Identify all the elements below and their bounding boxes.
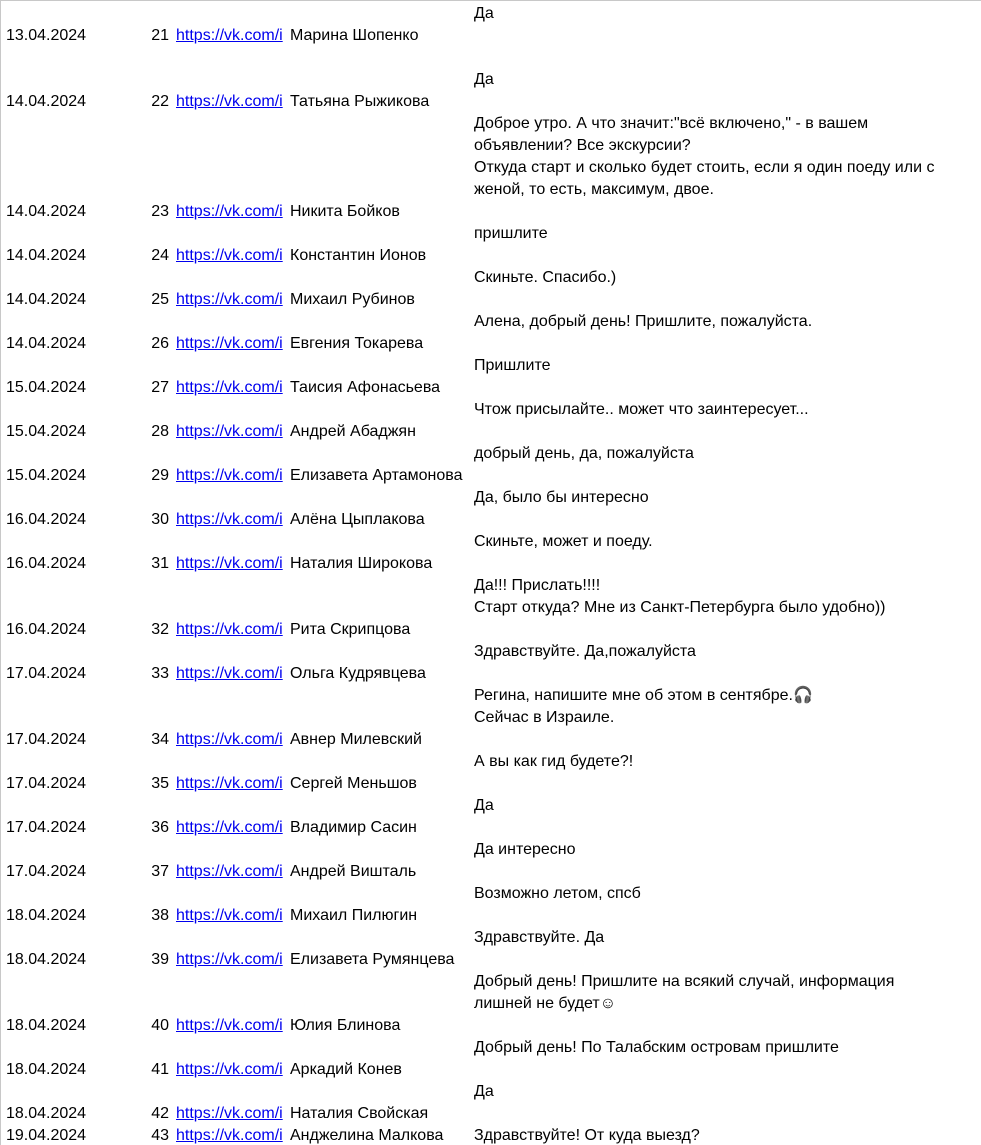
number-cell: 25 xyxy=(151,291,169,308)
message-line: лишней не будет☺ xyxy=(474,995,617,1012)
message-line: Да xyxy=(474,5,494,22)
vk-profile-link[interactable]: https://vk.com/i xyxy=(176,775,283,792)
date-cell: 17.04.2024 xyxy=(6,665,87,682)
date-cell: 18.04.2024 xyxy=(6,1061,87,1078)
table-row xyxy=(1,839,981,861)
name-cell: Елизавета Румянцева xyxy=(290,951,455,968)
vk-profile-link[interactable]: https://vk.com/i xyxy=(176,203,283,220)
vk-profile-link[interactable]: https://vk.com/i xyxy=(176,93,283,110)
vk-profile-link[interactable]: https://vk.com/i xyxy=(176,423,283,440)
number-cell: 34 xyxy=(151,731,169,748)
name-cell: Евгения Токарева xyxy=(290,335,424,352)
name-cell: Сергей Меньшов xyxy=(290,775,417,792)
message-line: Откуда старт и сколько будет стоить, если я один поеду или с xyxy=(474,159,935,176)
name-cell: Наталия Широкова xyxy=(290,555,433,572)
number-cell: 27 xyxy=(151,379,169,396)
table-row xyxy=(1,531,981,553)
table-row xyxy=(1,619,981,641)
date-cell: 14.04.2024 xyxy=(6,93,87,110)
table-row xyxy=(1,905,981,927)
message-line: Добрый день! По Талабским островам пришлите xyxy=(474,1039,839,1056)
number-cell: 21 xyxy=(151,27,169,44)
message-line: Алена, добрый день! Пришлите, пожалуйста. xyxy=(474,313,813,330)
name-cell: Ольга Кудрявцева xyxy=(290,665,426,682)
table-row xyxy=(1,795,981,817)
table-row xyxy=(1,333,981,355)
message-line: объявлении? Все экскурсии? xyxy=(474,137,691,154)
table-row xyxy=(1,355,981,377)
table-row xyxy=(1,1081,981,1103)
number-cell: 42 xyxy=(151,1105,169,1122)
date-cell: 16.04.2024 xyxy=(6,511,87,528)
date-cell: 16.04.2024 xyxy=(6,621,87,638)
date-cell: 17.04.2024 xyxy=(6,863,87,880)
date-cell: 17.04.2024 xyxy=(6,775,87,792)
vk-profile-link[interactable]: https://vk.com/i xyxy=(176,379,283,396)
table-row xyxy=(1,1059,981,1081)
table-row xyxy=(1,377,981,399)
vk-profile-link[interactable]: https://vk.com/i xyxy=(176,335,283,352)
number-cell: 32 xyxy=(151,621,169,638)
name-cell: Владимир Сасин xyxy=(290,819,417,836)
message-line: Да xyxy=(474,1083,494,1100)
name-cell: Таисия Афонасьева xyxy=(290,379,441,396)
table-row xyxy=(1,223,981,245)
message-line: Доброе утро. А что значит:"всё включено," - в вашем xyxy=(474,115,869,132)
message-line: Да xyxy=(474,71,494,88)
vk-profile-link[interactable]: https://vk.com/i xyxy=(176,1127,283,1144)
vk-profile-link[interactable]: https://vk.com/i xyxy=(176,907,283,924)
number-cell: 28 xyxy=(151,423,169,440)
vk-profile-link[interactable]: https://vk.com/i xyxy=(176,1105,283,1122)
number-cell: 35 xyxy=(151,775,169,792)
table-row xyxy=(1,1125,981,1145)
table-row xyxy=(1,553,981,575)
vk-profile-link[interactable]: https://vk.com/i xyxy=(176,555,283,572)
message-line: Здравствуйте. Да,пожалуйста xyxy=(474,643,696,660)
message-line: А вы как гид будете?! xyxy=(474,753,634,770)
name-cell: Андрей Абаджян xyxy=(290,423,416,440)
name-cell: Анджелина Малкова xyxy=(290,1127,444,1144)
table-row xyxy=(1,289,981,311)
table-row xyxy=(1,421,981,443)
name-cell: Юлия Блинова xyxy=(290,1017,401,1034)
date-cell: 15.04.2024 xyxy=(6,423,87,440)
name-cell: Аркадий Конев xyxy=(290,1061,402,1078)
name-cell: Татьяна Рыжикова xyxy=(290,93,430,110)
table-row xyxy=(1,1037,981,1059)
table-row xyxy=(1,113,981,201)
table-row xyxy=(1,69,981,91)
table-row xyxy=(1,311,981,333)
table-row xyxy=(1,817,981,839)
table-row xyxy=(1,245,981,267)
table-row xyxy=(1,641,981,663)
number-cell: 33 xyxy=(151,665,169,682)
vk-profile-link[interactable]: https://vk.com/i xyxy=(176,819,283,836)
date-cell: 18.04.2024 xyxy=(6,951,87,968)
number-cell: 30 xyxy=(151,511,169,528)
table-row xyxy=(1,1015,981,1037)
number-cell: 40 xyxy=(151,1017,169,1034)
table-row xyxy=(1,729,981,751)
table-row xyxy=(1,201,981,223)
table-row xyxy=(1,927,981,949)
vk-profile-link[interactable]: https://vk.com/i xyxy=(176,665,283,682)
table-row xyxy=(1,773,981,795)
vk-profile-link[interactable]: https://vk.com/i xyxy=(176,731,283,748)
vk-profile-link[interactable]: https://vk.com/i xyxy=(176,951,283,968)
number-cell: 39 xyxy=(151,951,169,968)
number-cell: 41 xyxy=(151,1061,169,1078)
table-row xyxy=(1,883,981,905)
vk-profile-link[interactable]: https://vk.com/i xyxy=(176,511,283,528)
number-cell: 22 xyxy=(151,93,169,110)
table-row xyxy=(1,509,981,531)
message-line: добрый день, да, пожалуйста xyxy=(474,445,694,462)
date-cell: 13.04.2024 xyxy=(6,27,87,44)
date-cell: 15.04.2024 xyxy=(6,467,87,484)
table-row xyxy=(1,91,981,113)
number-cell: 23 xyxy=(151,203,169,220)
message-line: Да!!! Прислать!!!! xyxy=(474,577,601,594)
vk-profile-link[interactable]: https://vk.com/i xyxy=(176,863,283,880)
vk-profile-link[interactable]: https://vk.com/i xyxy=(176,467,283,484)
table-row xyxy=(1,949,981,971)
message-line: Да, было бы интересно xyxy=(474,489,649,506)
message-line: Скиньте, может и поеду. xyxy=(474,533,653,550)
message-line: Пришлите xyxy=(474,357,551,374)
date-cell: 15.04.2024 xyxy=(6,379,87,396)
message-line: Регина, напишите мне об этом в сентябре.🎧 xyxy=(474,687,813,704)
name-cell: Константин Ионов xyxy=(290,247,427,264)
table-row xyxy=(1,861,981,883)
number-cell: 43 xyxy=(151,1127,169,1144)
number-cell: 31 xyxy=(151,555,169,572)
number-cell: 38 xyxy=(151,907,169,924)
date-cell: 14.04.2024 xyxy=(6,247,87,264)
table-row xyxy=(1,1103,981,1125)
date-cell: 18.04.2024 xyxy=(6,1105,87,1122)
number-cell: 24 xyxy=(151,247,169,264)
table-row xyxy=(1,971,981,1015)
message-line: женой, то есть, максимум, двое. xyxy=(474,181,714,198)
vk-profile-link[interactable]: https://vk.com/i xyxy=(176,291,283,308)
table-row xyxy=(1,663,981,685)
table-row xyxy=(1,487,981,509)
message-line: Сейчас в Израиле. xyxy=(474,709,615,726)
table-row xyxy=(1,465,981,487)
table-row xyxy=(1,267,981,289)
vk-profile-link[interactable]: https://vk.com/i xyxy=(176,27,283,44)
name-cell: Елизавета Артамонова xyxy=(290,467,463,484)
date-cell: 14.04.2024 xyxy=(6,335,87,352)
date-cell: 14.04.2024 xyxy=(6,203,87,220)
vk-profile-link[interactable]: https://vk.com/i xyxy=(176,1017,283,1034)
name-cell: Андрей Вишталь xyxy=(290,863,417,880)
date-cell: 17.04.2024 xyxy=(6,731,87,748)
message-line: Да xyxy=(474,797,494,814)
table-row xyxy=(1,575,981,619)
date-cell: 14.04.2024 xyxy=(6,291,87,308)
date-cell: 18.04.2024 xyxy=(6,907,87,924)
number-cell: 26 xyxy=(151,335,169,352)
message-line: Здравствуйте. Да xyxy=(474,929,605,946)
message-line: Возможно летом, спсб xyxy=(474,885,641,902)
number-cell: 36 xyxy=(151,819,169,836)
table-row xyxy=(1,443,981,465)
number-cell: 37 xyxy=(151,863,169,880)
table-row xyxy=(1,25,981,47)
message-line: Добрый день! Пришлите на всякий случай, информация xyxy=(474,973,895,990)
table-row xyxy=(1,685,981,729)
name-cell: Михаил Рубинов xyxy=(290,291,415,308)
message-line: Старт откуда? Мне из Санкт-Петербурга было удобно)) xyxy=(474,599,886,616)
vk-profile-link[interactable]: https://vk.com/i xyxy=(176,621,283,638)
date-cell: 16.04.2024 xyxy=(6,555,87,572)
date-cell: 18.04.2024 xyxy=(6,1017,87,1034)
vk-profile-link[interactable]: https://vk.com/i xyxy=(176,247,283,264)
message-line: Да интересно xyxy=(474,841,576,858)
message-line: Чтож присылайте.. может что заинтересует... xyxy=(474,401,809,418)
name-cell: Рита Скрипцова xyxy=(290,621,411,638)
vk-profile-link[interactable]: https://vk.com/i xyxy=(176,1061,283,1078)
name-cell: Михаил Пилюгин xyxy=(290,907,418,924)
table-row xyxy=(1,751,981,773)
message-line: Здравствуйте! От куда выезд? xyxy=(474,1127,700,1144)
name-cell: Авнер Милевский xyxy=(290,731,422,748)
message-line: Скиньте. Спасибо.) xyxy=(474,269,617,286)
date-cell: 19.04.2024 xyxy=(6,1127,87,1144)
number-cell: 29 xyxy=(151,467,169,484)
name-cell: Алёна Цыплакова xyxy=(290,511,425,528)
name-cell: Марина Шопенко xyxy=(290,27,419,44)
message-line: пришлите xyxy=(474,225,548,242)
name-cell: Никита Бойков xyxy=(290,203,400,220)
date-cell: 17.04.2024 xyxy=(6,819,87,836)
table-row xyxy=(1,399,981,421)
table-row xyxy=(1,3,981,25)
name-cell: Наталия Свойская xyxy=(290,1105,429,1122)
